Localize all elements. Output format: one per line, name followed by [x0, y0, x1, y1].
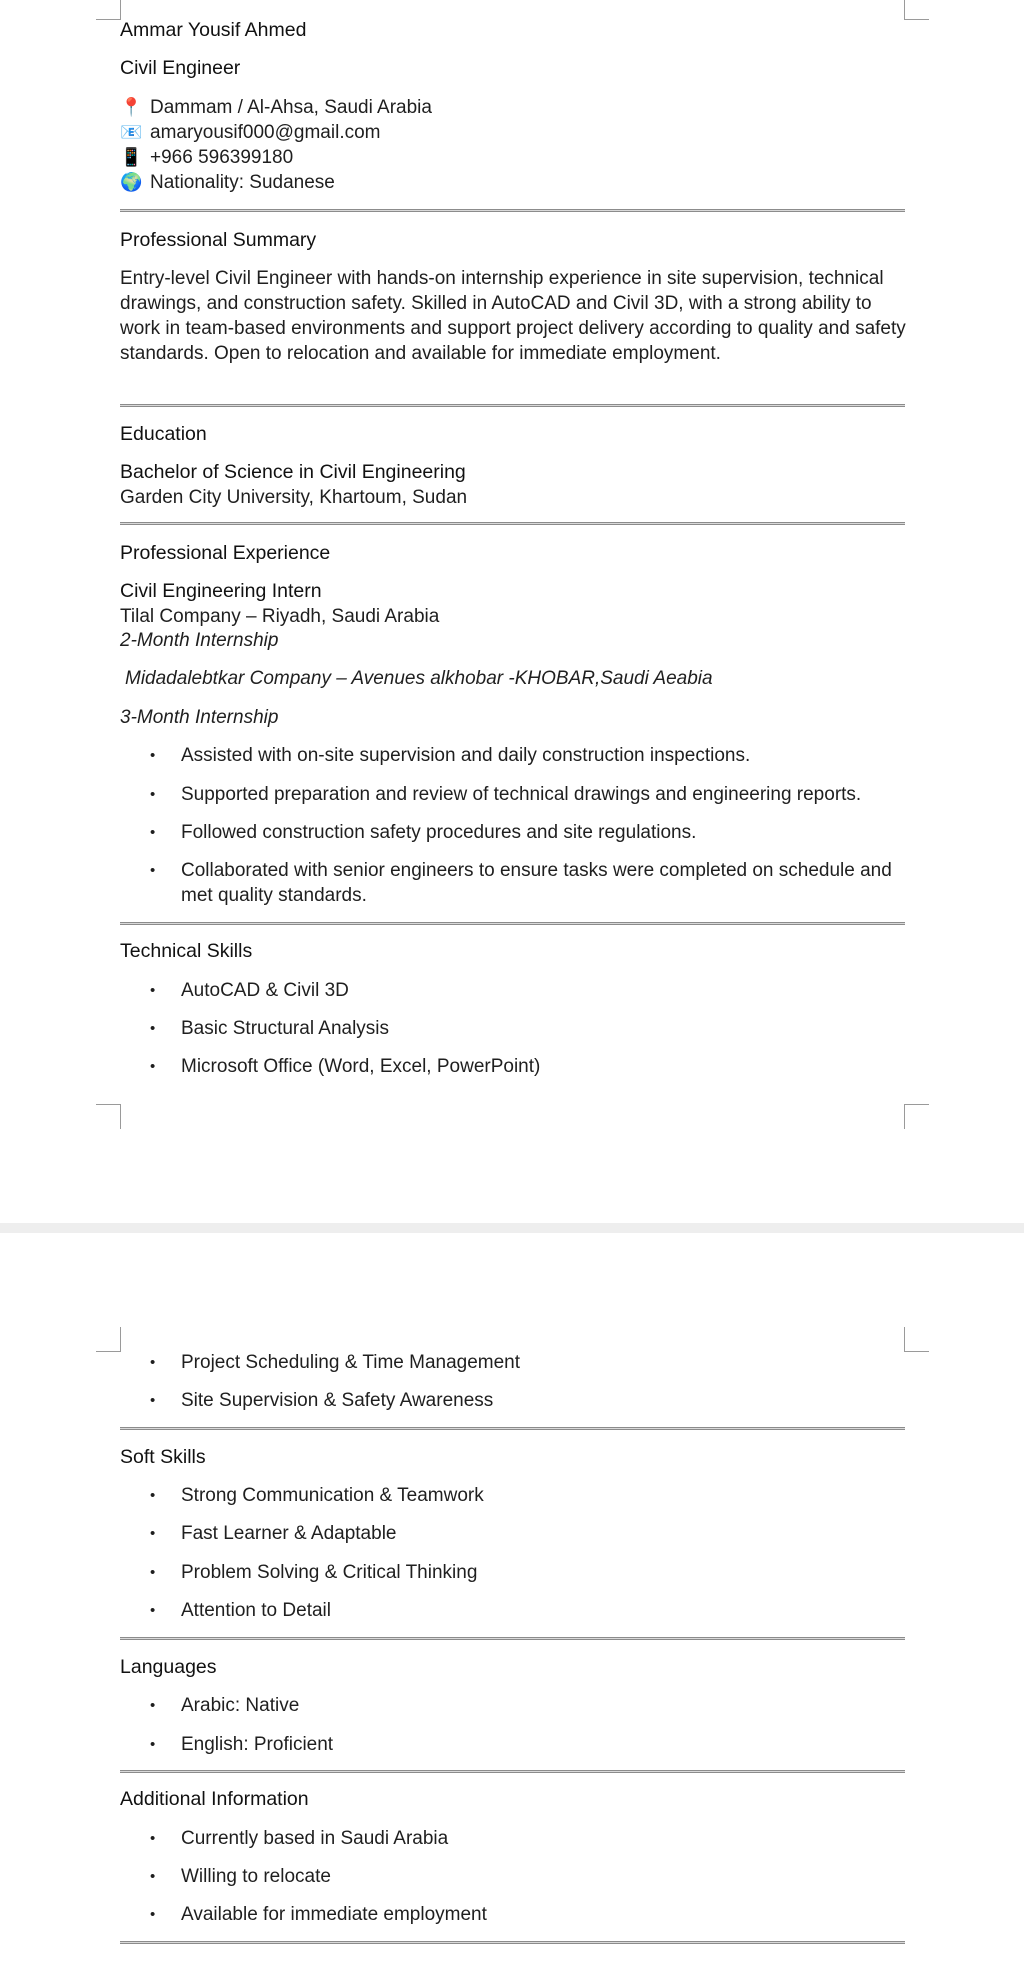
experience-duration-1: 2-Month Internship	[120, 630, 279, 651]
skill-text: AutoCAD & Civil 3D	[181, 980, 349, 1001]
section-divider	[120, 1637, 905, 1640]
contact-nationality: 🌍 Nationality: Sudanese	[120, 172, 335, 193]
contact-phone: 📱 +966 596399180	[120, 147, 294, 168]
skill-text: Site Supervision & Safety Awareness	[181, 1390, 494, 1411]
crop-mark-bottom-left	[96, 1104, 121, 1129]
crop-mark-bottom-right	[904, 1104, 929, 1129]
language-text: English: Proficient	[181, 1734, 334, 1755]
experience-bullet-text: Followed construction safety procedures and site regulations.	[181, 822, 697, 843]
email-icon: 📧	[120, 122, 143, 142]
experience-bullet-text: Assisted with on-site supervision and daily construction inspections.	[181, 745, 751, 766]
experience-company-2: Midadalebtkar Company – Avenues alkhobar -KHOBAR,Saudi Aeabia	[125, 668, 713, 689]
experience-bullet-text: Supported preparation and review of technical drawings and engineering reports.	[181, 784, 862, 805]
skill-text: Basic Structural Analysis	[181, 1018, 390, 1039]
contact-location: 📍 Dammam / Al-Ahsa, Saudi Arabia	[120, 97, 432, 118]
crop-mark-top-left	[96, 1327, 121, 1352]
document-page-1: Ammar Yousif Ahmed Civil Engineer 📍 Dammam / Al-Ahsa, Saudi Arabia 📧 amaryousif000@gmail.com 📱 +966 596399180 🌍 Nationality: Sudanese Professional Summary Entry-level Civil Engineer with hands-on internship experience in site supervision, technical drawings, and construction safety. Skilled in AutoCAD and Civil 3D, with a strong ability to work in team-based environments and support project delivery according to quality and safety standards. Open to relocation and available for immediate employment. Education Bachelor of Science in Civil Engineering Garden City University, Khartoum, Sudan Professional Experience Civil Engineering Intern Tilal Company – Riyadh, Saudi Arabia 2-Month Internship Midadalebtkar Company – Avenues alkhobar -KHOBAR,Saudi Aeabia 3-Month Internship • Assisted with on-site supervision and daily construction inspections. • Supported preparation and review of technical drawings and engineering reports. • Followed construction safety procedures and site regulations. • Collaborated with senior engineers to ensure tasks were completed on schedule and met quality standards. Technical Skills • AutoCAD & Civil 3D • Basic Structural Analysis • Microsoft Office (Word, Excel, PowerPoint)	[0, 0, 1024, 1223]
additional-info-heading: Additional Information	[120, 1788, 309, 1810]
soft-skills-heading: Soft Skills	[120, 1446, 206, 1468]
experience-company-1: Tilal Company – Riyadh, Saudi Arabia	[120, 606, 440, 627]
additional-info-text: Currently based in Saudi Arabia	[181, 1828, 449, 1849]
crop-mark-top-right	[904, 0, 929, 20]
degree-title: Bachelor of Science in Civil Engineering	[120, 461, 466, 483]
skill-text: Microsoft Office (Word, Excel, PowerPoint)	[181, 1056, 541, 1077]
experience-duration-2: 3-Month Internship	[120, 707, 279, 728]
contact-email: 📧 amaryousif000@gmail.com	[120, 122, 381, 143]
soft-skill-text: Fast Learner & Adaptable	[181, 1523, 397, 1544]
university-name: Garden City University, Khartoum, Sudan	[120, 487, 468, 508]
technical-skills-heading: Technical Skills	[120, 940, 253, 962]
experience-role: Civil Engineering Intern	[120, 580, 322, 602]
candidate-name: Ammar Yousif Ahmed	[120, 19, 307, 41]
soft-skill-text: Strong Communication & Teamwork	[181, 1485, 484, 1506]
section-divider	[120, 522, 905, 525]
section-divider	[120, 1941, 905, 1944]
crop-mark-top-right	[904, 1327, 929, 1352]
crop-mark-top-left	[96, 0, 121, 20]
languages-heading: Languages	[120, 1656, 217, 1678]
section-divider	[120, 922, 905, 925]
location-pin-icon: 📍	[120, 97, 143, 117]
additional-info-text: Willing to relocate	[181, 1866, 331, 1887]
page-separator	[0, 1223, 1024, 1233]
skill-text: Project Scheduling & Time Management	[181, 1352, 521, 1373]
soft-skill-text: Problem Solving & Critical Thinking	[181, 1562, 478, 1583]
mobile-phone-icon: 📱	[120, 147, 143, 167]
section-divider	[120, 1427, 905, 1430]
section-divider	[120, 209, 905, 212]
education-heading: Education	[120, 423, 207, 445]
additional-info-text: Available for immediate employment	[181, 1904, 487, 1925]
experience-bullet-text: Collaborated with senior engineers to ensure tasks were completed on schedule and met quality standards.	[181, 860, 892, 906]
summary-text: Entry-level Civil Engineer with hands-on internship experience in site supervision, technical drawings, and construction safety. Skilled in AutoCAD and Civil 3D, with a strong ability to work in team-based environments and support project delivery according to quality and safety standards. Open to relocation and available for immediate employment.	[120, 268, 906, 364]
language-text: Arabic: Native	[181, 1695, 300, 1716]
experience-heading: Professional Experience	[120, 542, 331, 564]
document-page-2: • Project Scheduling & Time Management • Site Supervision & Safety Awareness Soft Skills • Strong Communication & Teamwork • Fast Learner & Adaptable • Problem Solving & Critical Thinking • Attention to Detail Languages • Arabic: Native • English: Proficient Additional Information • Currently based in Saudi Arabia • Willing to relocate • Available for immediate employment	[0, 1233, 1024, 1979]
summary-heading: Professional Summary	[120, 229, 317, 251]
soft-skill-text: Attention to Detail	[181, 1600, 331, 1621]
globe-icon: 🌍	[120, 172, 143, 192]
section-divider	[120, 404, 905, 407]
job-title: Civil Engineer	[120, 57, 241, 79]
section-divider	[120, 1770, 905, 1773]
